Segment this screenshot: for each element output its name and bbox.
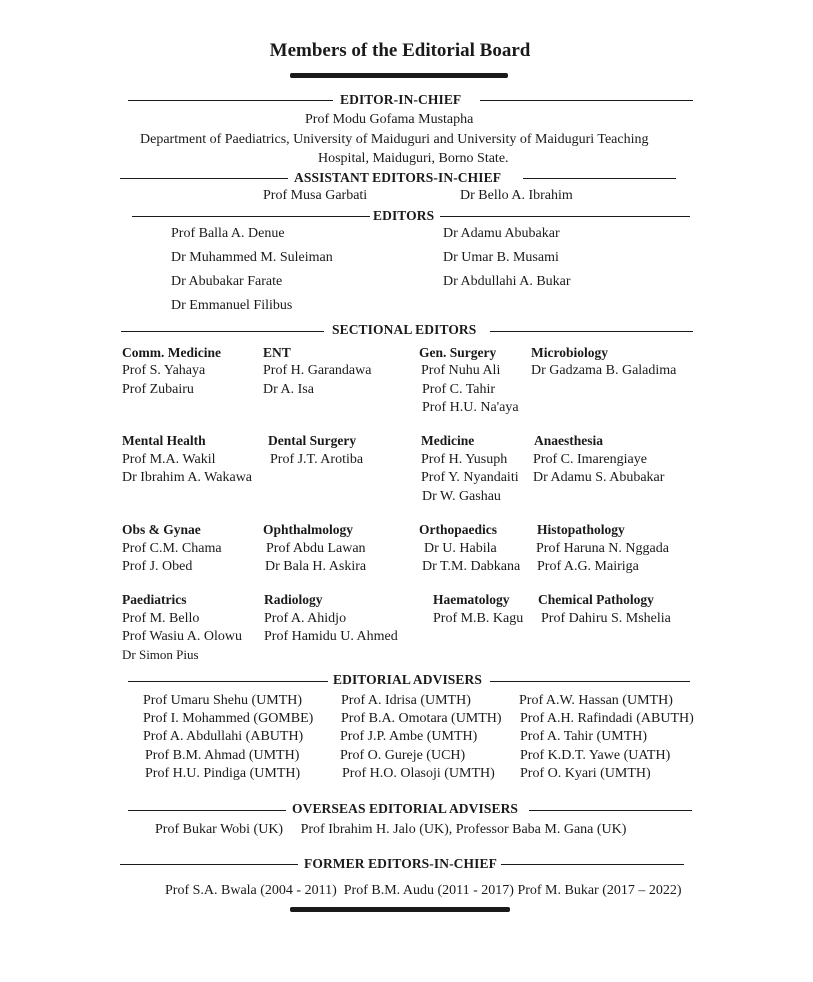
- rule-left: [128, 681, 328, 682]
- section-member: Prof Nuhu Ali: [421, 363, 501, 378]
- editor-in-chief-name: Prof Modu Gofama Mustapha: [305, 112, 474, 127]
- section-member: Dr Bala H. Askira: [265, 559, 367, 574]
- adviser-name: Prof A. Abdullahi (ABUTH): [143, 729, 304, 744]
- section-member: Prof Dahiru S. Mshelia: [541, 611, 671, 626]
- adviser-name: Prof I. Mohammed (GOMBE): [143, 711, 314, 726]
- rule-right: [529, 810, 692, 811]
- section-member: Prof Abdu Lawan: [266, 541, 366, 556]
- overseas-advisers-heading: OVERSEAS EDITORIAL ADVISERS: [292, 801, 519, 816]
- section-title: Microbiology: [531, 345, 608, 360]
- editorial-advisers-heading: EDITORIAL ADVISERS: [333, 672, 482, 687]
- overseas-advisers-list: Prof Bukar Wobi (UK) Prof Ibrahim H. Jalo (UK), Professor Baba M. Gana (UK): [155, 822, 627, 837]
- assistant-editor-name: Dr Bello A. Ibrahim: [460, 188, 573, 203]
- rule-right: [523, 178, 676, 179]
- section-member: Dr Simon Pius: [122, 647, 199, 662]
- section-member: Prof Zubairu: [122, 382, 194, 397]
- editors-heading: EDITORS: [373, 208, 435, 223]
- rule-right: [490, 681, 690, 682]
- section-member: Prof M. Bello: [122, 611, 200, 626]
- adviser-name: Prof A.H. Rafindadi (ABUTH): [520, 711, 694, 726]
- section-title: Obs & Gynae: [122, 522, 201, 537]
- former-editors-list: Prof S.A. Bwala (2004 - 2011) Prof B.M. Audu (2011 - 2017) Prof M. Bukar (2017 – 2022): [165, 883, 682, 898]
- adviser-name: Prof A. Idrisa (UMTH): [341, 693, 471, 708]
- editor-name: Dr Abdullahi A. Bukar: [443, 274, 571, 289]
- rule-left: [132, 216, 370, 217]
- section-member: Dr Adamu S. Abubakar: [533, 470, 665, 485]
- section-title: Gen. Surgery: [419, 345, 497, 360]
- editor-name: Dr Muhammed M. Suleiman: [171, 250, 333, 265]
- editor-name: Prof Balla A. Denue: [171, 226, 285, 241]
- editor-name: Dr Umar B. Musami: [443, 250, 559, 265]
- section-member: Prof C. Imarengiaye: [533, 452, 647, 467]
- adviser-name: Prof A. Tahir (UMTH): [520, 729, 648, 744]
- footer-bar: [290, 907, 510, 912]
- section-member: Dr U. Habila: [424, 541, 497, 556]
- section-member: Prof C.M. Chama: [122, 541, 222, 556]
- adviser-name: Prof K.D.T. Yawe (UATH): [520, 748, 671, 763]
- adviser-name: Prof B.A. Omotara (UMTH): [341, 711, 502, 726]
- section-member: Dr Gadzama B. Galadima: [531, 363, 677, 378]
- section-member: Prof J. Obed: [122, 559, 193, 574]
- rule-right: [440, 216, 690, 217]
- section-member: Prof H. Yusuph: [421, 452, 508, 467]
- section-member: Prof Wasiu A. Olowu: [122, 629, 242, 644]
- rule-right: [501, 864, 684, 865]
- section-member: Prof H. Garandawa: [263, 363, 372, 378]
- section-member: Prof A. Ahidjo: [264, 611, 347, 626]
- editor-name: Dr Emmanuel Filibus: [171, 298, 293, 313]
- section-member: Prof C. Tahir: [422, 382, 496, 397]
- editor-in-chief-affiliation-2: Hospital, Maiduguri, Borno State.: [318, 151, 509, 166]
- section-member: Dr T.M. Dabkana: [422, 559, 521, 574]
- rule-left: [128, 810, 286, 811]
- rule-left: [121, 331, 324, 332]
- rule-left: [128, 100, 333, 101]
- section-title: Dental Surgery: [268, 433, 357, 448]
- section-member: Prof S. Yahaya: [122, 363, 206, 378]
- section-member: Dr W. Gashau: [422, 489, 501, 504]
- section-title: Histopathology: [537, 522, 625, 537]
- adviser-name: Prof Umaru Shehu (UMTH): [143, 693, 303, 708]
- section-member: Dr A. Isa: [263, 382, 314, 397]
- section-title: Anaesthesia: [534, 433, 604, 448]
- section-member: Prof Y. Nyandaiti: [421, 470, 519, 485]
- editor-in-chief-heading: EDITOR-IN-CHIEF: [340, 92, 462, 107]
- section-title: Chemical Pathology: [538, 592, 654, 607]
- section-title: Haematology: [433, 592, 510, 607]
- section-title: ENT: [263, 345, 291, 360]
- section-title: Orthopaedics: [419, 522, 498, 537]
- section-member: Dr Ibrahim A. Wakawa: [122, 470, 253, 485]
- editor-name: Dr Adamu Abubakar: [443, 226, 560, 241]
- section-member: Prof Haruna N. Nggada: [536, 541, 669, 556]
- section-title: Radiology: [264, 592, 323, 607]
- adviser-name: Prof J.P. Ambe (UMTH): [340, 729, 478, 744]
- section-member: Prof M.A. Wakil: [122, 452, 216, 467]
- section-title: Medicine: [421, 433, 475, 448]
- section-member: Prof M.B. Kagu: [433, 611, 524, 626]
- rule-right: [490, 331, 693, 332]
- adviser-name: Prof H.O. Olasoji (UMTH): [342, 766, 495, 781]
- section-title: Paediatrics: [122, 592, 187, 607]
- former-editors-heading: FORMER EDITORS-IN-CHIEF: [304, 856, 497, 871]
- section-member: Prof J.T. Arotiba: [270, 452, 364, 467]
- adviser-name: Prof H.U. Pindiga (UMTH): [145, 766, 301, 781]
- adviser-name: Prof O. Kyari (UMTH): [520, 766, 651, 781]
- section-title: Ophthalmology: [263, 522, 354, 537]
- rule-left: [120, 864, 298, 865]
- section-title: Comm. Medicine: [122, 345, 221, 360]
- adviser-name: Prof B.M. Ahmad (UMTH): [145, 748, 300, 763]
- editor-in-chief-affiliation-1: Department of Paediatrics, University of Maiduguri and University of Maiduguri Teaching: [140, 132, 649, 147]
- assistant-editors-heading: ASSISTANT EDITORS-IN-CHIEF: [294, 170, 502, 185]
- adviser-name: Prof O. Gureje (UCH): [340, 748, 466, 763]
- title-underline-bar: [290, 73, 508, 78]
- sectional-editors-heading: SECTIONAL EDITORS: [332, 322, 477, 337]
- page-title: Members of the Editorial Board: [269, 40, 531, 61]
- assistant-editor-name: Prof Musa Garbati: [263, 188, 368, 203]
- section-title: Mental Health: [122, 433, 206, 448]
- rule-right: [480, 100, 693, 101]
- rule-left: [120, 178, 288, 179]
- section-member: Prof H.U. Na'aya: [422, 400, 519, 415]
- adviser-name: Prof A.W. Hassan (UMTH): [519, 693, 673, 708]
- section-member: Prof A.G. Mairiga: [537, 559, 639, 574]
- editor-name: Dr Abubakar Farate: [171, 274, 283, 289]
- section-member: Prof Hamidu U. Ahmed: [264, 629, 398, 644]
